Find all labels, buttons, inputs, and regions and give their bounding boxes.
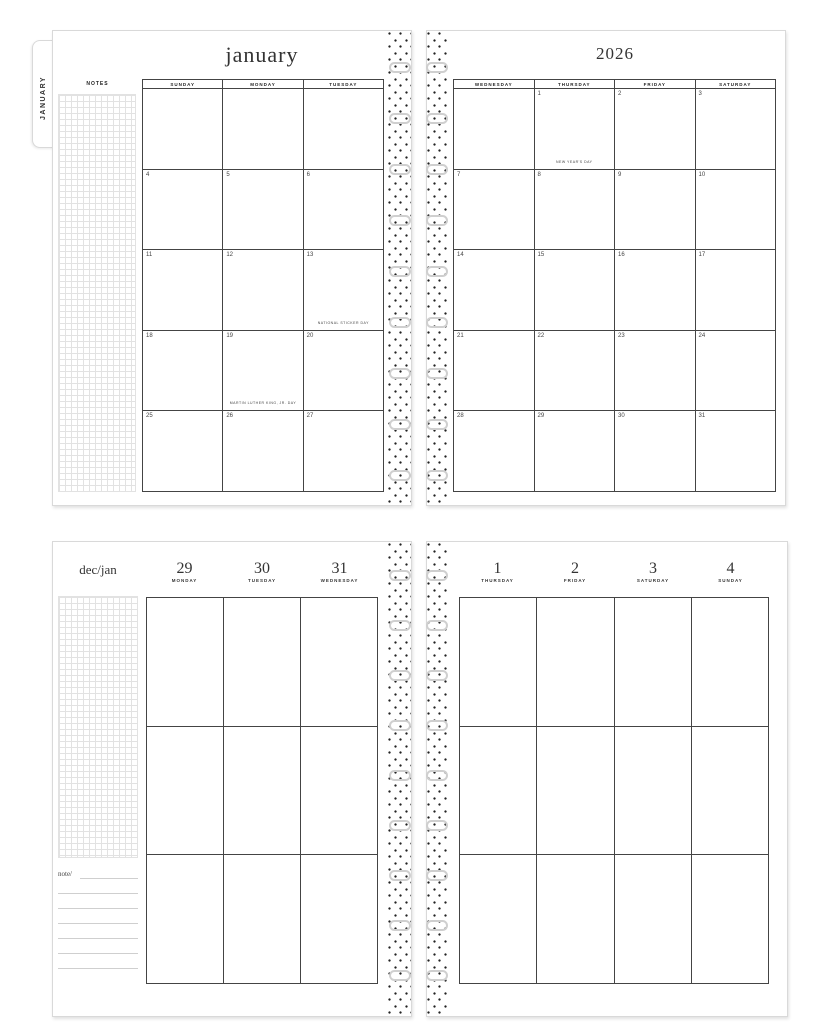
calendar-day-cell[interactable] — [303, 89, 383, 170]
day-number: 26 — [226, 413, 234, 420]
day-number: 23 — [618, 332, 625, 339]
calendar-day-cell[interactable] — [695, 89, 776, 170]
weekday-header: FRIDAY — [615, 80, 696, 89]
day-number: 14 — [457, 252, 464, 259]
day-number: 31 — [698, 413, 706, 420]
calendar-day-cell[interactable] — [534, 330, 615, 411]
day-header-sunday — [692, 560, 769, 583]
calendar-day-cell[interactable] — [143, 89, 223, 170]
calendar-day-cell[interactable] — [695, 169, 776, 250]
binder-ring — [426, 720, 448, 731]
week-cell[interactable] — [460, 598, 537, 727]
binder-ring — [389, 670, 411, 681]
day-name: TUESDAY — [247, 578, 277, 583]
note-line[interactable] — [58, 908, 138, 909]
day-number: 22 — [537, 332, 545, 339]
calendar-day-cell[interactable] — [143, 411, 223, 492]
note-line[interactable] — [58, 893, 138, 894]
day-number: 8 — [537, 171, 541, 178]
binder-ring — [426, 215, 448, 226]
calendar-day-cell[interactable] — [534, 169, 615, 250]
calendar-day-cell[interactable] — [143, 330, 223, 411]
week-cell[interactable] — [615, 727, 692, 856]
calendar-day-cell[interactable] — [454, 330, 535, 411]
day-number: 3 — [698, 91, 702, 97]
day-number: 2 — [571, 560, 579, 577]
week-cell[interactable] — [615, 855, 692, 984]
binder-ring — [389, 820, 411, 831]
week-cell[interactable] — [147, 727, 224, 856]
binder-ring — [389, 113, 411, 124]
calendar-day-cell[interactable] — [454, 411, 535, 492]
week-cell[interactable] — [460, 855, 537, 984]
note-line[interactable] — [58, 953, 138, 954]
binder-ring — [426, 470, 448, 481]
calendar-day-cell[interactable] — [143, 169, 223, 250]
day-number: 16 — [618, 252, 625, 259]
binder-ring — [426, 62, 448, 73]
binder-ring — [389, 164, 411, 175]
calendar-day-cell[interactable] — [303, 169, 383, 250]
calendar-day-cell[interactable] — [223, 330, 303, 411]
holiday-label: NATIONAL STICKER DAY — [317, 320, 369, 325]
binder-ring — [426, 113, 448, 124]
day-number: 25 — [146, 413, 153, 420]
binder-ring — [426, 820, 448, 831]
day-header-monday — [146, 560, 223, 583]
binder-ring — [389, 419, 411, 430]
calendar-day-cell[interactable] — [454, 89, 535, 170]
calendar-day-cell[interactable] — [143, 250, 223, 331]
weekday-header: MONDAY — [223, 80, 303, 89]
week-cell[interactable] — [224, 727, 301, 856]
note-line[interactable] — [58, 938, 138, 939]
day-number: 1 — [537, 91, 541, 97]
calendar-day-cell[interactable] — [454, 169, 535, 250]
binder-ring — [389, 317, 411, 328]
week-cell[interactable] — [301, 598, 378, 727]
day-number: 13 — [306, 252, 314, 259]
week-cell[interactable] — [692, 727, 769, 856]
calendar-day-cell[interactable] — [615, 250, 696, 331]
week-cell[interactable] — [147, 855, 224, 984]
weekday-header: TUESDAY — [303, 80, 383, 89]
day-number: 27 — [306, 413, 314, 420]
weekday-header: THURSDAY — [534, 80, 615, 89]
calendar-day-cell[interactable] — [695, 411, 776, 492]
day-number: 9 — [618, 171, 622, 178]
week-cell[interactable] — [460, 727, 537, 856]
day-number: 17 — [698, 252, 706, 259]
day-number: 11 — [146, 252, 153, 259]
binder-ring — [426, 670, 448, 681]
week-grid-left — [146, 597, 378, 984]
day-number: 3 — [649, 560, 657, 577]
calendar-day-cell[interactable] — [534, 250, 615, 331]
calendar-day-cell[interactable] — [695, 330, 776, 411]
day-number: 5 — [226, 171, 230, 178]
calendar-day-cell[interactable] — [615, 411, 696, 492]
notes-label: NOTES — [86, 81, 109, 87]
day-name: FRIDAY — [563, 578, 587, 583]
holiday-label: NEW YEAR'S DAY — [555, 159, 593, 164]
day-number: 30 — [618, 413, 625, 420]
binder-ring — [389, 970, 411, 981]
day-number: 21 — [457, 332, 464, 339]
day-number: 1 — [493, 560, 502, 577]
binder-ring — [389, 62, 411, 73]
week-title: dec/jan — [79, 562, 117, 577]
day-number: 10 — [698, 171, 706, 178]
notes-grid[interactable] — [58, 94, 136, 492]
calendar-day-cell[interactable] — [534, 89, 615, 170]
month-calendar-left — [142, 79, 384, 492]
day-header-saturday — [614, 560, 692, 583]
day-number: 29 — [537, 413, 545, 420]
day-number: 19 — [226, 332, 234, 339]
day-header-tuesday — [223, 560, 301, 583]
week-cell[interactable] — [537, 727, 614, 856]
note-line[interactable] — [58, 923, 138, 924]
day-number: 6 — [306, 171, 310, 178]
week-cell[interactable] — [224, 855, 301, 984]
year-title: 2026 — [596, 44, 634, 63]
binder-ring — [389, 570, 411, 581]
week-cell[interactable] — [147, 598, 224, 727]
binder-ring — [389, 720, 411, 731]
weekday-header: SATURDAY — [695, 80, 776, 89]
day-header-wednesday — [301, 560, 378, 583]
calendar-day-cell[interactable] — [303, 330, 383, 411]
day-name: THURSDAY — [481, 578, 514, 583]
binder-ring — [389, 920, 411, 931]
week-cell[interactable] — [301, 855, 378, 984]
week-cell[interactable] — [537, 598, 614, 727]
day-number: 24 — [698, 332, 706, 339]
calendar-day-cell[interactable] — [223, 89, 303, 170]
binder-ring — [426, 570, 448, 581]
day-header-thursday — [459, 560, 536, 583]
day-number: 4 — [726, 560, 735, 577]
calendar-day-cell[interactable] — [303, 250, 383, 331]
weekday-header: WEDNESDAY — [454, 80, 535, 89]
day-name: SATURDAY — [636, 578, 670, 583]
day-number: 31 — [331, 560, 348, 577]
calendar-day-cell[interactable] — [615, 330, 696, 411]
weekday-header: SUNDAY — [143, 80, 223, 89]
calendar-day-cell[interactable] — [223, 411, 303, 492]
day-number: 15 — [537, 252, 545, 259]
week-cell[interactable] — [692, 855, 769, 984]
day-number: 28 — [457, 413, 464, 420]
day-number: 12 — [226, 252, 234, 259]
binder-ring — [389, 266, 411, 277]
day-name: MONDAY — [171, 578, 198, 583]
week-grid-right — [459, 597, 769, 984]
calendar-day-cell[interactable] — [454, 250, 535, 331]
binder-ring — [426, 266, 448, 277]
binder-ring — [426, 920, 448, 931]
week-cell[interactable] — [224, 598, 301, 727]
day-header-friday — [536, 560, 614, 583]
note-label: note/ — [58, 870, 72, 878]
calendar-day-cell[interactable] — [534, 411, 615, 492]
calendar-day-cell[interactable] — [303, 411, 383, 492]
day-number: 30 — [254, 560, 270, 577]
binder-ring — [426, 164, 448, 175]
calendar-day-cell[interactable] — [223, 250, 303, 331]
binder-ring — [389, 215, 411, 226]
binder-ring — [426, 368, 448, 379]
note-line[interactable] — [80, 878, 138, 879]
binder-ring — [426, 620, 448, 631]
day-number: 18 — [146, 332, 153, 339]
week-cell[interactable] — [615, 598, 692, 727]
week-cell[interactable] — [537, 855, 614, 984]
month-calendar-right — [453, 79, 776, 492]
day-name: SUNDAY — [718, 578, 743, 583]
month-tab-label: JANUARY — [40, 75, 47, 121]
calendar-day-cell[interactable] — [695, 250, 776, 331]
binder-ring — [389, 470, 411, 481]
week-cell[interactable] — [692, 598, 769, 727]
binder-ring — [389, 770, 411, 781]
day-number: 2 — [618, 91, 622, 97]
calendar-day-cell[interactable] — [615, 169, 696, 250]
binder-ring — [426, 870, 448, 881]
day-number: 20 — [306, 332, 314, 339]
day-name: WEDNESDAY — [320, 578, 359, 583]
binder-ring — [426, 317, 448, 328]
day-number: 4 — [146, 171, 150, 178]
note-line[interactable] — [58, 968, 138, 969]
calendar-day-cell[interactable] — [223, 169, 303, 250]
week-cell[interactable] — [301, 727, 378, 856]
binder-ring — [389, 368, 411, 379]
binder-ring — [389, 870, 411, 881]
binder-ring — [389, 620, 411, 631]
binder-ring — [426, 419, 448, 430]
binder-ring — [426, 970, 448, 981]
week-notes-grid[interactable] — [58, 596, 138, 858]
month-title: january — [225, 42, 299, 67]
holiday-label: MARTIN LUTHER KING, JR. DAY — [229, 401, 297, 406]
day-number: 29 — [176, 560, 193, 577]
binder-ring — [426, 770, 448, 781]
day-number: 7 — [457, 171, 461, 178]
calendar-day-cell[interactable] — [615, 89, 696, 170]
